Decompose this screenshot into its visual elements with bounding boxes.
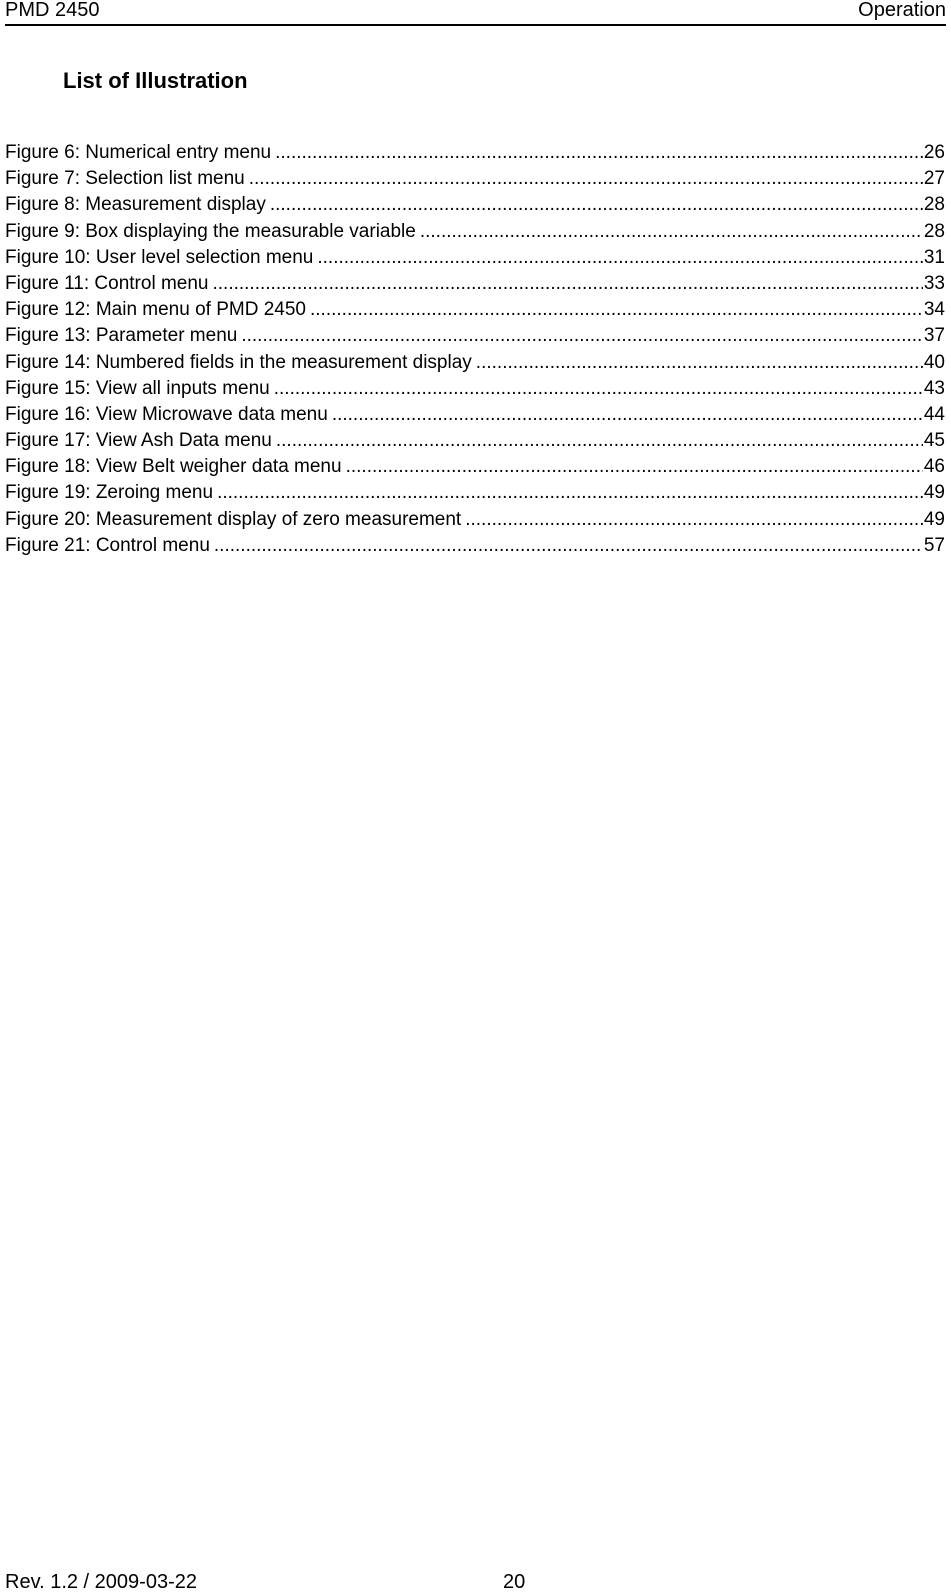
toc-entry-page: 37: [923, 325, 945, 347]
toc-entry-label: Figure 13: Parameter menu: [5, 325, 238, 347]
toc-entry-page: 33: [923, 272, 945, 294]
toc-leader-dots: [217, 480, 923, 506]
toc-entry[interactable]: [5, 480, 945, 506]
toc-entry-label: Figure 16: View Microwave data menu: [5, 403, 328, 425]
toc-entry[interactable]: [5, 297, 945, 323]
toc-entry[interactable]: [5, 323, 945, 349]
toc-entry-page: 28: [923, 194, 945, 216]
toc-entry-page: 49: [923, 508, 945, 530]
toc-entry[interactable]: [5, 271, 945, 297]
toc-entry-page: 49: [923, 482, 945, 504]
header-product-name: PMD 2450: [5, 0, 100, 21]
toc-entry-label: Figure 7: Selection list menu: [5, 168, 245, 190]
illustration-list: [5, 140, 945, 559]
toc-leader-dots: [276, 428, 923, 454]
toc-entry[interactable]: [5, 428, 945, 454]
toc-entry[interactable]: [5, 140, 945, 166]
toc-entry[interactable]: [5, 376, 945, 402]
toc-entry-page: 43: [923, 377, 945, 399]
page-footer: [5, 1570, 946, 1594]
toc-entry-page: 45: [923, 430, 945, 452]
toc-entry-label: Figure 12: Main menu of PMD 2450: [5, 299, 306, 321]
toc-entry[interactable]: [5, 166, 945, 192]
toc-leader-dots: [465, 507, 923, 533]
toc-entry[interactable]: [5, 402, 945, 428]
toc-leader-dots: [249, 166, 923, 192]
toc-entry-label: Figure 19: Zeroing menu: [5, 482, 214, 504]
toc-entry-label: Figure 17: View Ash Data menu: [5, 430, 272, 452]
toc-leader-dots: [346, 454, 923, 480]
toc-entry-label: Figure 11: Control menu: [5, 272, 209, 294]
toc-entry-label: Figure 10: User level selection menu: [5, 246, 314, 268]
toc-entry-label: Figure 21: Control menu: [5, 534, 210, 556]
toc-leader-dots: [476, 350, 923, 376]
toc-leader-dots: [332, 402, 923, 428]
toc-entry-page: 26: [923, 142, 945, 163]
toc-entry-label: Figure 9: Box displaying the measurable variable: [5, 220, 416, 242]
toc-entry[interactable]: [5, 533, 945, 559]
toc-entry-label: Figure 6: Numerical entry menu: [5, 142, 272, 163]
toc-entry-page: 44: [923, 403, 945, 425]
toc-leader-dots: [212, 271, 922, 297]
toc-entry-label: Figure 15: View all inputs menu: [5, 377, 270, 399]
toc-leader-dots: [274, 376, 923, 402]
toc-entry[interactable]: [5, 192, 945, 218]
toc-entry-page: 34: [923, 299, 945, 321]
header-section-name: Operation: [858, 0, 946, 21]
toc-entry-page: 27: [923, 168, 945, 190]
toc-entry-page: 57: [923, 534, 945, 556]
toc-entry-page: 28: [923, 220, 945, 242]
toc-entry[interactable]: [5, 350, 945, 376]
toc-entry-label: Figure 8: Measurement display: [5, 194, 266, 216]
toc-leader-dots: [275, 140, 923, 166]
toc-entry[interactable]: [5, 245, 945, 271]
footer-page-number: 20: [503, 1571, 526, 1593]
toc-leader-dots: [420, 219, 923, 245]
toc-entry-page: 46: [923, 456, 945, 478]
toc-entry-page: 31: [923, 246, 945, 268]
toc-entry-label: Figure 18: View Belt weigher data menu: [5, 456, 342, 478]
toc-leader-dots: [317, 245, 922, 271]
toc-entry-label: Figure 20: Measurement display of zero measurement: [5, 508, 462, 530]
toc-entry-label: Figure 14: Numbered fields in the measurement display: [5, 351, 472, 373]
toc-entry[interactable]: [5, 454, 945, 480]
toc-leader-dots: [270, 192, 923, 218]
page-title: List of Illustration: [63, 68, 248, 93]
toc-entry[interactable]: [5, 219, 945, 245]
footer-revision: Rev. 1.2 / 2009-03-22: [5, 1571, 197, 1593]
toc-leader-dots: [241, 323, 923, 349]
toc-entry[interactable]: [5, 507, 945, 533]
toc-leader-dots: [310, 297, 923, 323]
toc-entry-page: 40: [923, 351, 945, 373]
toc-leader-dots: [214, 533, 923, 559]
page-header: [5, 0, 946, 26]
